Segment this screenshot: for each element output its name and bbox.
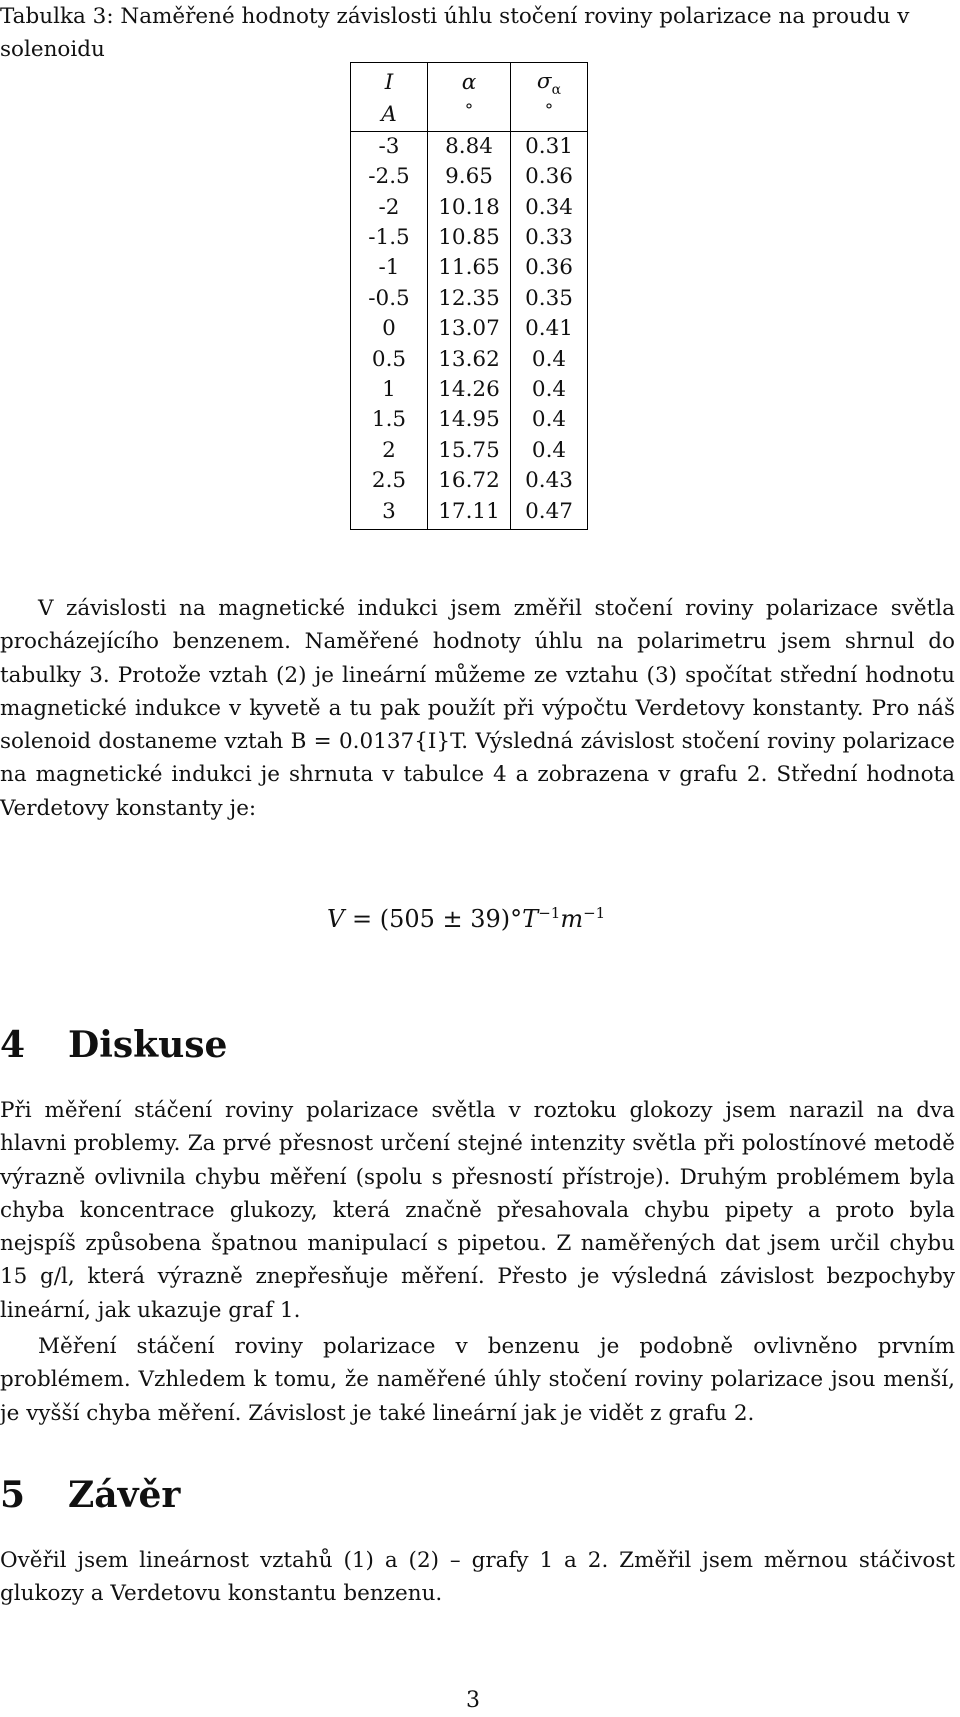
section-title: Diskuse (68, 1024, 228, 1066)
table-row (351, 405, 588, 435)
cell-angle: 17.11 (428, 497, 511, 530)
cell-current: -0.5 (351, 284, 428, 314)
cell-sigma: 0.4 (511, 436, 588, 466)
cell-angle: 10.85 (428, 223, 511, 253)
cell-current: 0 (351, 314, 428, 344)
table-row (351, 131, 588, 162)
header-symbol-current: I (384, 70, 394, 95)
cell-angle: 13.62 (428, 345, 511, 375)
table-row (351, 193, 588, 223)
equation-unit-metre: m (560, 905, 584, 933)
section-number: 4 (0, 1024, 26, 1066)
cell-angle: 11.65 (428, 253, 511, 283)
cell-sigma: 0.36 (511, 253, 588, 283)
verdet-equation (327, 904, 605, 933)
cell-sigma: 0.33 (511, 223, 588, 253)
cell-current: 1 (351, 375, 428, 405)
cell-sigma: 0.31 (511, 131, 588, 162)
cell-sigma: 0.35 (511, 284, 588, 314)
table-row (351, 284, 588, 314)
header-symbol-angle: α (461, 70, 477, 95)
table-row (351, 253, 588, 283)
section-heading-discussion (0, 1025, 227, 1065)
table-row (351, 345, 588, 375)
cell-current: 0.5 (351, 345, 428, 375)
cell-current: -1.5 (351, 223, 428, 253)
cell-sigma: 0.4 (511, 405, 588, 435)
cell-sigma: 0.41 (511, 314, 588, 344)
page-number: 3 (466, 1688, 480, 1713)
section-number: 5 (0, 1474, 26, 1516)
cell-sigma: 0.4 (511, 345, 588, 375)
equation-rhs: = (505 ± 39)° (351, 905, 523, 933)
cell-current: -2.5 (351, 162, 428, 192)
cell-angle: 10.18 (428, 193, 511, 223)
cell-angle: 8.84 (428, 131, 511, 162)
cell-sigma: 0.47 (511, 497, 588, 530)
equation-exponent-2: −1 (583, 904, 606, 922)
table-row (351, 466, 588, 496)
paragraph-benzene-discussion: Měření stáčení roviny polarizace v benzenu je podobně ovlivněno prvním problémem. Vzhledem k tomu, že naměřené úhly stočení roviny polarizace jsou menší, je vyšší chyba měření. Závislost je také lineární jak je vidět z grafu 2. (0, 1334, 955, 1426)
header-unit-current: A (381, 101, 397, 127)
table-row (351, 497, 588, 530)
table-row (351, 162, 588, 192)
table-body (351, 131, 588, 529)
cell-current: -1 (351, 253, 428, 283)
section-heading-conclusion (0, 1475, 180, 1515)
cell-sigma: 0.43 (511, 466, 588, 496)
table-row (351, 436, 588, 466)
table-row (351, 223, 588, 253)
table-row (351, 314, 588, 344)
cell-angle: 9.65 (428, 162, 511, 192)
table-row (351, 375, 588, 405)
header-symbol-sigma: σ (536, 69, 552, 94)
header-unit-angle: ° (464, 101, 474, 122)
header-unit-sigma: ° (544, 101, 554, 122)
table-caption: Tabulka 3: Naměřené hodnoty závislosti úhlu stočení roviny polarizace na proudu v solenoidu (0, 4, 910, 62)
equation-exponent-1: −1 (538, 904, 561, 922)
cell-current: 2 (351, 436, 428, 466)
cell-sigma: 0.4 (511, 375, 588, 405)
cell-sigma: 0.34 (511, 193, 588, 223)
cell-angle: 15.75 (428, 436, 511, 466)
cell-current: 2.5 (351, 466, 428, 496)
section-title: Závěr (68, 1474, 181, 1516)
equation-lhs: V (327, 905, 345, 933)
cell-sigma: 0.36 (511, 162, 588, 192)
equation-unit-tesla: T (522, 905, 539, 933)
header-sigma-subscript: α (551, 82, 562, 98)
cell-angle: 12.35 (428, 284, 511, 314)
paragraph-benzene: V závislosti na magnetické indukci jsem změřil stočení roviny polarizace světla procházejícího benzenem. Naměřené hodnoty úhlu na polarimetru jsem shrnul do tabulky 3. Protože vztah (2) je lineární můžeme ze vztahu (3) spočítat střední hodnotu magnetické indukce v kyvetě a tu pak použít při výpočtu Verdetovy konstanty. Pro náš solenoid dostaneme vztah B = 0.0137{I}T. Výsledná závislost stočení roviny polarizace na magnetické indukci je shrnuta v tabulce 4 a zobrazena v grafu 2. Střední hodnota Verdetovy konstanty je: (0, 596, 955, 821)
cell-current: 1.5 (351, 405, 428, 435)
cell-angle: 16.72 (428, 466, 511, 496)
cell-angle: 14.95 (428, 405, 511, 435)
cell-current: -3 (351, 131, 428, 162)
cell-angle: 13.07 (428, 314, 511, 344)
cell-current: 3 (351, 497, 428, 530)
measurement-table (350, 62, 588, 530)
paragraph-conclusion: Ověřil jsem lineárnost vztahů (1) a (2) – grafy 1 a 2. Změřil jsem měrnou stáčivost glukozy a Verdetovu konstantu benzenu. (0, 1548, 955, 1607)
cell-angle: 14.26 (428, 375, 511, 405)
paragraph-discussion: Při měření stáčení roviny polarizace světla v roztoku glokozy jsem narazil na dva hlavni problemy. Za prvé přesnost určení stejné intenzity světla při polostínové metodě výrazně ovlivnila chybu měření (spolu s přesností přístroje). Druhým problémem byla chyba koncentrace glukozy, která značně přesahovala chybu pipety a proto byla nejspíš způsobena špatnou manipulací s pipetou. Z naměřených dat jsem určil chybu 15 g/l, která výrazně znepřesňuje měření. Přesto je výsledná závislost bezpochyby lineární, jak ukazuje graf 1. (0, 1098, 955, 1323)
cell-current: -2 (351, 193, 428, 223)
